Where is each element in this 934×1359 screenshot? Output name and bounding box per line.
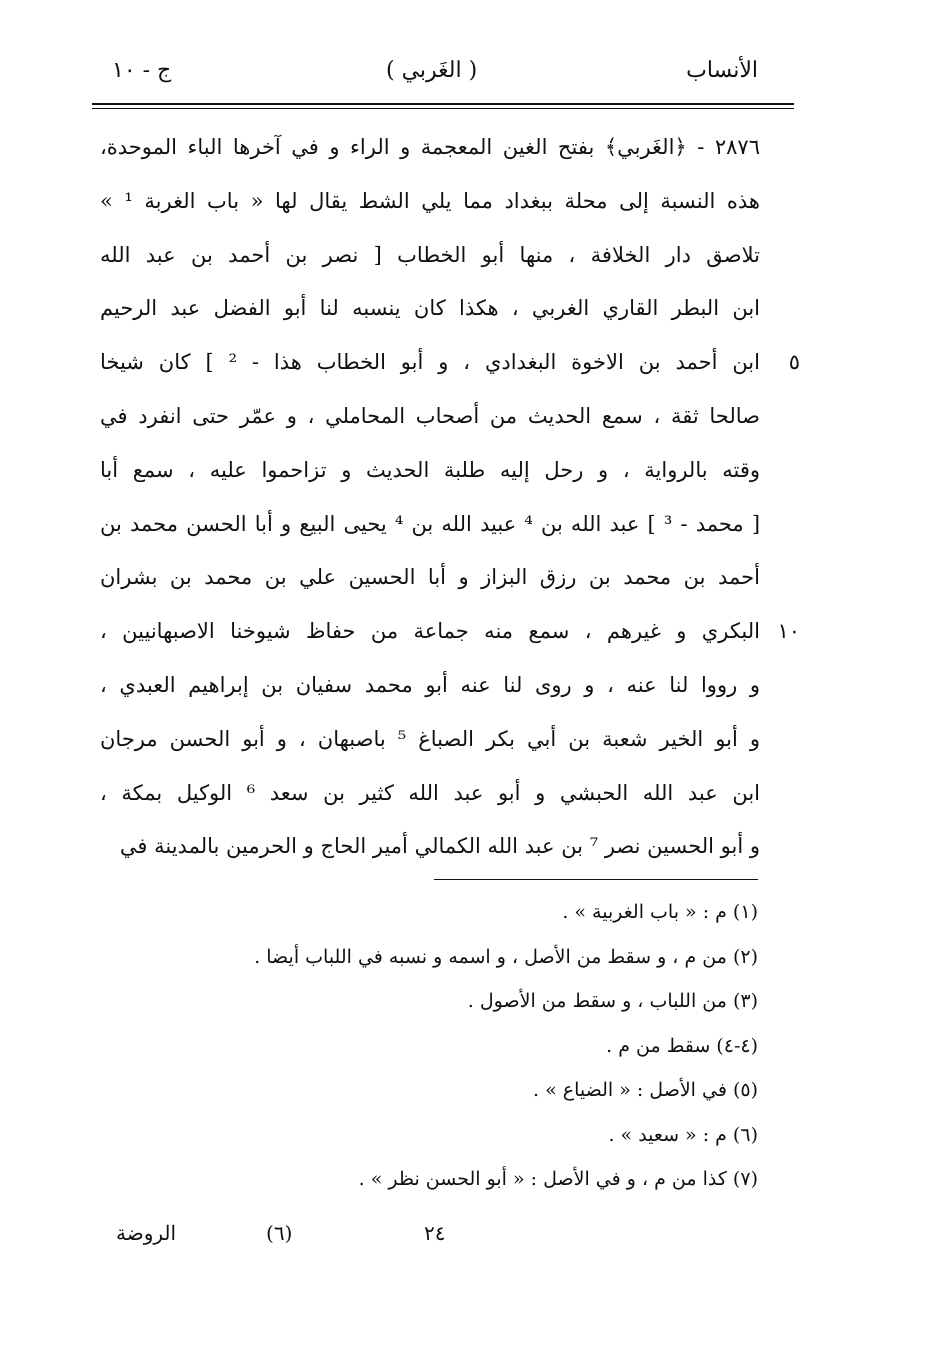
body-line — [100, 826, 760, 880]
body-line — [100, 288, 760, 342]
footnote: (٣) من اللباب ، و سقط من الأصول . — [467, 990, 758, 1012]
line-number: ١٠ — [777, 619, 800, 644]
signature-number: (٦) — [266, 1221, 293, 1245]
body-line-text: ابن أحمد بن الاخوة البغدادي ، و أبو الخطاب هذا - ² ] كان شيخا — [100, 350, 760, 375]
body-line-text: ابن عبد الله الحبشي و أبو عبد الله كثير بن سعد ⁶ الوكيل بمكة ، — [100, 780, 760, 805]
footnote: (٢) من م ، و سقط من الأصل ، و اسمه و نسبه في اللباب أيضا . — [254, 945, 758, 968]
body-line — [100, 773, 760, 827]
body-line-text: البكري و غيرهم ، سمع منه جماعة من حفاظ شيوخنا الاصبهانيين ، — [100, 619, 760, 644]
header-rule-thick — [92, 103, 794, 105]
body-line-text: [ محمد - ³ ] عبد الله بن ⁴ عبيد الله بن ⁴ يحيى البيع و أبا الحسن محمد بن — [100, 511, 761, 536]
footnote-rule — [434, 879, 758, 880]
body-line-text: هذه النسبة إلى محلة ببغداد مما يلي الشط يقال لها « باب الغربة ¹ » — [100, 188, 760, 213]
body-line-text: وقته بالرواية ، و رحل إليه طلبة الحديث و تزاحموا عليه ، سمع أبا — [100, 457, 760, 482]
footnote: (٤-٤) سقط من م . — [606, 1034, 758, 1057]
body-line — [100, 504, 760, 558]
footnote: (٥) في الأصل : « الضياع » . — [533, 1079, 758, 1101]
body-line-text: ابن البطر القاري الغربي ، هكذا كان ينسبه لنا أبو الفضل عبد الرحيم — [100, 296, 760, 321]
footnotes — [198, 895, 758, 1207]
body-line — [100, 450, 760, 504]
header-rule-thin — [92, 108, 794, 109]
footnote: (٧) كذا من م ، و في الأصل : « أبو الحسن نظر » . — [358, 1168, 758, 1190]
body-line — [100, 665, 760, 719]
running-title-book: الأنساب — [686, 58, 758, 83]
signature-word: الروضة — [116, 1221, 177, 1245]
body-line-text: تلاصق دار الخلافة ، منها أبو الخطاب [ نصر بن أحمد بن عبد الله — [100, 242, 760, 267]
body-line — [100, 557, 760, 611]
body-line-text: و رووا لنا عنه ، و روى لنا عنه أبو محمد سفيان بن إبراهيم العبدي ، — [100, 672, 760, 697]
body-line — [100, 181, 760, 235]
body-line — [100, 127, 760, 181]
running-title-entry: ( الغَربي ) — [386, 58, 478, 83]
body-text — [100, 127, 800, 880]
footnote: (١) م : « باب الغربية » . — [562, 901, 758, 923]
body-line-text: و أبو الحسين نصر ⁷ بن عبد الله الكمالي أمير الحاج و الحرمين بالمدينة في — [119, 834, 760, 859]
body-line-text: ٢٨٧٦ - ﴿الغَربي﴾ بفتح الغين المعجمة و الراء و في آخرها الباء الموحدة، — [100, 135, 760, 159]
body-line — [100, 342, 800, 396]
line-number: ٥ — [788, 350, 800, 375]
body-line — [100, 719, 760, 773]
volume-label: ج - ١٠ — [112, 58, 172, 83]
body-line — [100, 611, 800, 665]
footnote: (٦) م : « سعيد » . — [608, 1123, 758, 1146]
body-line — [100, 396, 760, 450]
body-line-text: أحمد بن محمد بن رزق البزاز و أبا الحسين علي بن محمد بن بشران — [100, 565, 760, 590]
page-number: ٢٤ — [424, 1221, 446, 1245]
body-line-text: و أبو الخير شعبة بن أبي بكر الصباغ ⁵ باصبهان ، و أبو الحسن مرجان — [100, 726, 760, 751]
body-line-text: صالحا ثقة ، سمع الحديث من أصحاب المحاملي ، و عمّر حتى انفرد في — [100, 403, 760, 428]
body-line — [100, 235, 760, 289]
